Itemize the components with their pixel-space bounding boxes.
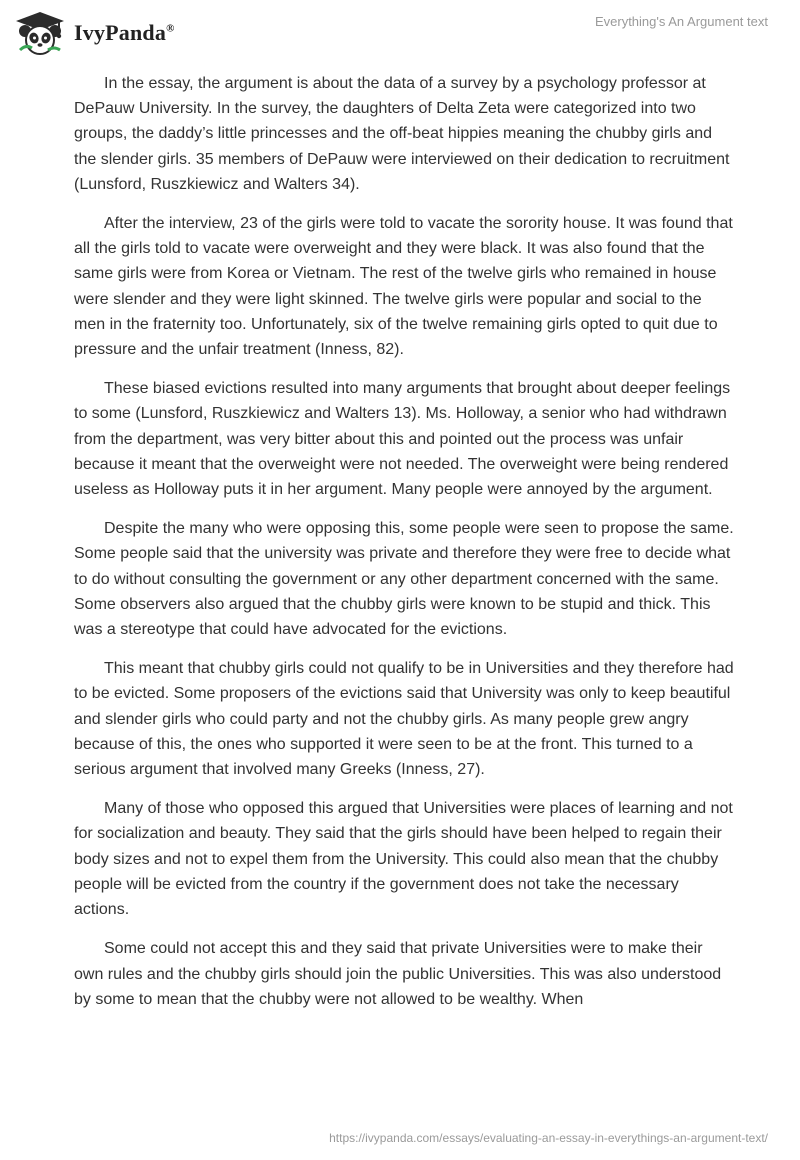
paragraph: Despite the many who were opposing this, some people were seen to propose the same. Some people said that the university was private and therefore they were free to decide what to do without consulting the government or any other department concerned with the same. Some observers also argued that the chubby girls were known to be stupid and thick. This was a stereotype that could have advocated for the evictions. <box>74 520 734 639</box>
brand-name <box>74 20 175 46</box>
registered-mark: ® <box>166 22 175 35</box>
paragraph: In the essay, the argument is about the data of a survey by a psychology professor at DePauw University. In the survey, the daughters of Delta Zeta were categorized into two groups, the daddy’s little princesses and the off-beat hippies meaning the chubby girls and the slender girls. 35 members of DePauw were interviewed on their dedication to recruitment (Lunsford, Ruszkiewicz and Walters 34). <box>74 75 730 193</box>
document-title: Everything's An Argument text <box>594 14 768 29</box>
paragraph: This meant that chubby girls could not qualify to be in Universities and they therefore had to be evicted. Some proposers of the evictions said that University was only to keep beautiful and slender girls who could party and not the chubby girls. As many people grew angry because of this, the ones who supported it were seen to be at the front. This turned to a serious argument that involved many Greeks (Inness, 27). <box>74 660 734 779</box>
essay-body <box>74 71 734 1026</box>
brand-label: IvyPanda <box>74 20 167 45</box>
page-header <box>0 0 800 70</box>
paragraph: After the interview, 23 of the girls were told to vacate the sorority house. It was found that all the girls told to vacate were overweight and they were black. It was also found that the same girls were from Korea or Vietnam. The rest of the twelve girls who remained in house were slender and they were light skinned. The twelve girls were popular and social to the men in the fraternity too. Unfortunately, six of the twelve remaining girls opted to quit due to pressure and the unfair treatment (Inness, 82). <box>74 215 733 359</box>
source-url[interactable]: https://ivypanda.com/essays/evaluating-an-essay-in-everythings-an-argument-text/ <box>329 1131 768 1145</box>
paragraph: Many of those who opposed this argued that Universities were places of learning and not for socialization and beauty. They said that the girls should have been helped to regain their body sizes and not to expel them from the University. This could also mean that the chubby people will be evicted from the country if the government does not take the necessary actions. <box>74 800 733 919</box>
paragraph: These biased evictions resulted into many arguments that brought about deeper feelings to some (Lunsford, Ruszkiewicz and Walters 13). Ms. Holloway, a senior who had withdrawn from the department, was very bitter about this and pointed out the process was unfair because it meant that the overweight were not needed. The overweight were being rendered useless as Holloway puts it in her argument. Many people were annoyed by the argument. <box>74 380 731 499</box>
paragraph: Some could not accept this and they said that private Universities were to make their own rules and the chubby girls should join the public Universities. This was also understood by some to mean that the chubby were not allowed to be wealthy. When <box>74 940 722 1008</box>
ivypanda-logo[interactable] <box>14 10 175 56</box>
panda-graduate-icon <box>14 10 66 56</box>
